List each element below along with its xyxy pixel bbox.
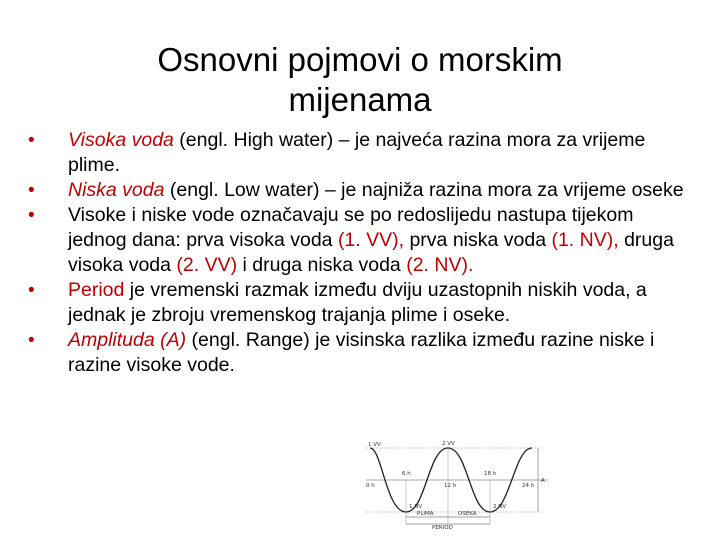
bullet-icon: • [28, 205, 35, 226]
tide-diagram [362, 440, 552, 530]
bullet-icon: • [28, 180, 35, 201]
bullet-icon: • [28, 130, 35, 151]
bullet-item-niska-voda [28, 178, 688, 203]
label-1-vv: (1. VV), [337, 229, 405, 251]
term-amplituda: Amplituda (A) [68, 329, 187, 351]
label-2-vv: 2 VV [442, 441, 455, 447]
bullet-text: (engl. Low water) – je najniža razina mora za vrijeme oseke [164, 179, 684, 201]
label-2-vv: (2. VV) [176, 254, 238, 276]
bullet-item-period [28, 278, 688, 328]
bullet-item-amplituda [28, 328, 688, 378]
label-1-nv: 1 NV [409, 504, 423, 510]
label-1-vv: 1 VV [368, 442, 381, 448]
label-0h: 0 h [366, 483, 375, 489]
label-6h: 6 h [402, 471, 411, 477]
bullet-text: (engl. Range) je visinska razlika između razine niske i razine visoke vode. [68, 329, 655, 376]
label-24h: 24 h [522, 483, 535, 489]
label-12h: 12 h [444, 483, 457, 489]
bullet-item-visoka-voda [28, 128, 688, 178]
term-period: Period [68, 279, 125, 301]
label-2-nv: 2 NV [493, 504, 507, 510]
bullet-icon: • [28, 330, 35, 351]
bullet-text: Visoke i niske vode označavaju se po redoslijedu nastupa tijekom jednog dana: prva visoka voda [68, 204, 634, 251]
title-line-1: Osnovni pojmovi o morskim [157, 41, 563, 79]
term-niska-voda: Niska voda [68, 179, 165, 201]
bullet-text: druga visoka voda [68, 229, 674, 276]
label-amplitude: A [541, 478, 545, 484]
label-period: PERIOD [432, 525, 453, 530]
bullet-item-visoke-niske-vode [28, 203, 688, 278]
label-2-nv: (2. NV). [406, 254, 474, 276]
label-oseka: OSEKA [458, 511, 477, 517]
bullet-text: (engl. High water) – je najveća razina mora za vrijeme plime. [68, 129, 646, 176]
bullet-text: prva niska voda [404, 229, 552, 251]
label-1-nv: (1. NV), [551, 229, 619, 251]
term-visoka-voda: Visoka voda [68, 129, 174, 151]
bullet-text: i druga niska voda [237, 254, 407, 276]
bullet-text: je vremenski razmak između dviju uzastopnih niskih voda, a jednak je zbroju vremenskog trajanja plime i oseke. [68, 279, 647, 326]
slide-title [60, 40, 660, 120]
label-18h: 18 h [484, 471, 497, 477]
bullet-icon: • [28, 280, 35, 301]
label-plima: PLIMA [417, 511, 434, 517]
bullet-list [28, 128, 688, 378]
title-line-2: mijenama [288, 81, 432, 119]
